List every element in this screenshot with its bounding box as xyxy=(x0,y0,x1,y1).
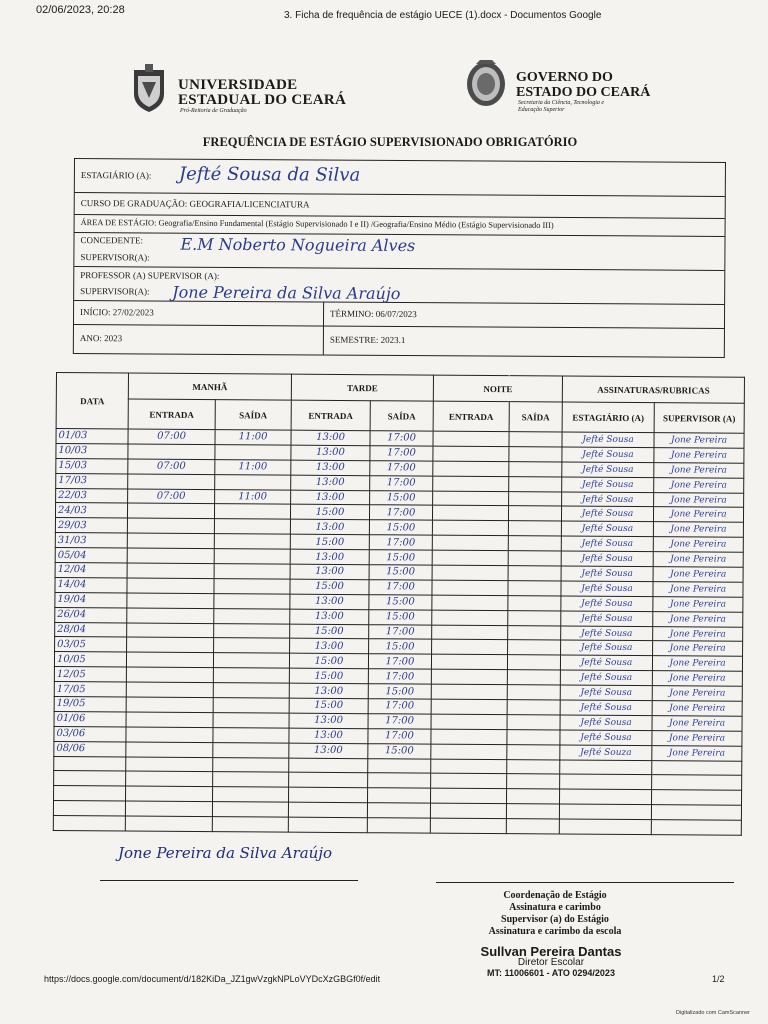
cell-sa: Jone Pereira xyxy=(654,477,744,493)
cell-ea: Jefté Sousa xyxy=(561,566,653,582)
cell-te: 15:00 xyxy=(289,698,368,713)
cell-ne xyxy=(431,699,507,714)
cell-ns xyxy=(506,819,559,834)
cell-te: 15:00 xyxy=(290,534,369,549)
cell-data: 14/04 xyxy=(55,577,127,592)
cell-ms xyxy=(213,713,289,728)
cell-ns xyxy=(508,566,561,581)
page-number: 1/2 xyxy=(712,974,725,984)
cell-ts: 17:00 xyxy=(369,580,432,595)
signature-line-left xyxy=(100,880,358,881)
semester-text: SEMESTRE: 2023.1 xyxy=(329,334,406,346)
cell-ns xyxy=(507,685,560,700)
cell-ts xyxy=(367,818,430,833)
grantor-row xyxy=(74,233,724,271)
cell-ea: Jefté Sousa xyxy=(562,447,654,463)
cell-ms xyxy=(214,549,290,564)
cell-ns xyxy=(507,759,560,774)
government-subtitle: Secretaria da Ciência, Tecnologia e Educação Superior xyxy=(518,100,605,113)
cell-me xyxy=(127,503,214,518)
cell-me xyxy=(127,548,214,563)
cell-sa: Jone Pereira xyxy=(652,671,742,687)
cell-ns xyxy=(508,551,561,566)
supervisor-signature: Jone Pereira da Silva Araújo xyxy=(118,844,333,862)
cell-sa: Jone Pereira xyxy=(654,433,744,449)
cell-data: 12/05 xyxy=(54,667,126,682)
semester-cell xyxy=(324,327,724,357)
cell-data xyxy=(54,756,126,771)
cell-ms: 11:00 xyxy=(215,489,291,504)
cell-me xyxy=(127,637,214,652)
cell-ea: Jefté Sousa xyxy=(560,655,652,671)
cell-sa: Jone Pereira xyxy=(653,567,743,583)
print-datetime: 02/06/2023, 20:28 xyxy=(36,4,125,16)
cell-ea: Jefté Sousa xyxy=(561,581,653,597)
cell-ne xyxy=(432,506,508,521)
cell-ea xyxy=(560,789,652,805)
cell-ms xyxy=(213,742,289,757)
cell-te: 13:00 xyxy=(290,594,369,609)
cell-data: 17/05 xyxy=(54,682,126,697)
supervisor-label: SUPERVISOR(A): xyxy=(80,286,150,297)
cell-ts: 17:00 xyxy=(370,475,433,490)
intern-name: Jefté Sousa da Silva xyxy=(178,163,361,186)
cell-me xyxy=(127,518,214,533)
cell-ne xyxy=(431,774,507,789)
cell-me xyxy=(125,801,212,816)
cell-ms xyxy=(214,534,290,549)
cell-te xyxy=(289,758,368,773)
cell-ns xyxy=(507,715,560,730)
cell-ne xyxy=(430,803,506,818)
cell-te: 13:00 xyxy=(290,519,369,534)
cell-te: 13:00 xyxy=(290,549,369,564)
cell-te: 13:00 xyxy=(290,639,369,654)
cell-ms xyxy=(214,579,290,594)
cell-ms xyxy=(214,564,290,579)
cell-ts: 17:00 xyxy=(370,446,433,461)
cell-ea: Jefté Sousa xyxy=(562,432,654,448)
cell-me xyxy=(128,444,215,459)
cell-data: 01/03 xyxy=(56,429,128,444)
cell-me xyxy=(126,697,213,712)
cell-ea: Jefté Sousa xyxy=(562,492,654,508)
cell-ne xyxy=(430,789,506,804)
cell-sa: Jone Pereira xyxy=(653,626,743,642)
cell-data: 28/04 xyxy=(55,622,127,637)
professor-row xyxy=(74,267,724,305)
cell-me xyxy=(126,682,213,697)
cell-ea: Jefté Sousa xyxy=(561,536,653,552)
cell-te: 13:00 xyxy=(291,475,370,490)
university-name: UNIVERSIDADE ESTADUAL DO CEARÁ xyxy=(178,77,347,108)
cell-ms xyxy=(213,653,289,668)
cell-me xyxy=(128,474,215,489)
cell-ts: 15:00 xyxy=(369,520,432,535)
cell-ts xyxy=(368,758,431,773)
page-title: FREQUÊNCIA DE ESTÁGIO SUPERVISIONADO OBRIGATÓRIO xyxy=(202,135,578,149)
year-cell xyxy=(74,325,324,355)
cell-ne xyxy=(432,580,508,595)
cell-ns xyxy=(507,670,560,685)
cell-ne xyxy=(430,818,506,833)
cell-ea xyxy=(560,760,652,776)
intern-row xyxy=(75,159,725,197)
cell-ms xyxy=(212,802,288,817)
cell-me xyxy=(126,786,213,801)
cell-ea: Jefté Sousa xyxy=(560,685,652,701)
cell-ts: 17:00 xyxy=(368,728,431,743)
cell-ne xyxy=(431,744,507,759)
cell-ns xyxy=(508,625,561,640)
cell-data: 01/06 xyxy=(54,711,126,726)
cell-ne xyxy=(433,476,509,491)
cell-me xyxy=(127,578,214,593)
cell-data: 19/05 xyxy=(54,697,126,712)
cell-ts: 17:00 xyxy=(368,714,431,729)
cell-ns xyxy=(508,595,561,610)
cell-sa: Jone Pereira xyxy=(653,537,743,553)
cell-data: 17/03 xyxy=(56,473,128,488)
cell-ne xyxy=(433,446,509,461)
cell-data: 03/05 xyxy=(55,637,127,652)
cell-te: 13:00 xyxy=(291,430,370,445)
cell-ts: 15:00 xyxy=(370,490,433,505)
cell-ns xyxy=(508,536,561,551)
cell-ns xyxy=(506,789,559,804)
grantor-label: CONCEDENTE: xyxy=(80,235,144,246)
cell-data: 15/03 xyxy=(56,458,128,473)
cell-sa: Jone Pereira xyxy=(653,522,743,538)
cell-ts: 15:00 xyxy=(369,594,432,609)
cell-data: 08/06 xyxy=(54,741,126,756)
cell-me: 07:00 xyxy=(128,429,215,444)
cell-ea: Jefté Sousa xyxy=(561,640,653,656)
cell-ne xyxy=(432,520,508,535)
cell-ea: Jefté Sousa xyxy=(560,730,652,746)
cell-data: 24/03 xyxy=(55,503,127,518)
cell-me xyxy=(126,727,213,742)
morning-in-header: ENTRADA xyxy=(128,399,215,430)
cell-te: 15:00 xyxy=(290,624,369,639)
morning-out-header: SAÍDA xyxy=(215,400,291,431)
scanner-watermark: Digitalizado com CamScanner xyxy=(676,1010,750,1016)
start-cell xyxy=(74,301,324,326)
cell-data xyxy=(54,786,126,801)
cell-ea: Jefté Sousa xyxy=(561,626,653,642)
cell-me xyxy=(125,816,212,831)
cell-me xyxy=(127,593,214,608)
cell-ms xyxy=(213,683,289,698)
cell-ms xyxy=(215,445,291,460)
attendance-rows xyxy=(53,429,744,836)
cell-ms xyxy=(213,668,289,683)
cell-ns xyxy=(509,476,562,491)
cell-ne xyxy=(432,640,508,655)
intern-label: ESTAGIÁRIO (A): xyxy=(80,170,152,181)
cell-sa: Jone Pereira xyxy=(654,492,744,508)
cell-te xyxy=(288,817,367,832)
afternoon-out-header: SAÍDA xyxy=(370,401,433,431)
cell-ts: 15:00 xyxy=(369,565,432,580)
cell-sa xyxy=(652,775,742,791)
night-out-header: SAÍDA xyxy=(509,402,562,432)
cell-sa: Jone Pereira xyxy=(654,448,744,464)
cell-me xyxy=(126,757,213,772)
cell-ne xyxy=(431,714,507,729)
cell-sa: Jone Pereira xyxy=(654,462,744,478)
cell-ts: 15:00 xyxy=(369,609,432,624)
cell-ts: 17:00 xyxy=(369,505,432,520)
cell-sa xyxy=(652,790,742,806)
table-subheader-row xyxy=(56,399,744,434)
cell-ts: 15:00 xyxy=(368,743,431,758)
cell-ns xyxy=(508,521,561,536)
print-url: https://docs.google.com/document/d/182KiDa_JZ1gwVzgkNPLoVYDcXzGBGf0f/edit xyxy=(44,974,381,984)
cell-ns xyxy=(506,804,559,819)
cell-ne xyxy=(432,535,508,550)
professor-label: PROFESSOR (A) SUPERVISOR (A): xyxy=(80,270,220,281)
cell-me xyxy=(127,533,214,548)
cell-ns xyxy=(509,432,562,447)
attendance-table xyxy=(53,372,745,836)
cell-sa xyxy=(651,805,741,821)
ceara-coat-of-arms-icon xyxy=(464,58,508,108)
cell-te: 13:00 xyxy=(290,564,369,579)
cell-sa: Jone Pereira xyxy=(653,507,743,523)
cell-me xyxy=(127,563,214,578)
course-text: CURSO DE GRADUAÇÃO: GEOGRAFIA/LICENCIATURA xyxy=(80,198,310,210)
cell-data: 29/03 xyxy=(55,518,127,533)
cell-ns xyxy=(509,491,562,506)
cell-ms: 11:00 xyxy=(215,459,291,474)
cell-data: 12/04 xyxy=(55,563,127,578)
cell-te: 13:00 xyxy=(291,445,370,460)
signature-line-right xyxy=(436,882,734,883)
cell-data: 22/03 xyxy=(56,488,128,503)
cell-ea: Jefté Sousa xyxy=(561,596,653,612)
cell-ms xyxy=(215,474,291,489)
cell-data: 19/04 xyxy=(55,592,127,607)
cell-ts: 17:00 xyxy=(369,624,432,639)
cell-sa: Jone Pereira xyxy=(652,716,742,732)
cell-ea: Jefté Sousa xyxy=(561,551,653,567)
col-afternoon-header: TARDE xyxy=(291,374,433,401)
col-night-header: NOITE xyxy=(433,375,562,402)
cell-ms xyxy=(213,727,289,742)
cell-ns xyxy=(507,774,560,789)
cell-ea: Jefté Sousa xyxy=(560,700,652,716)
cell-ts xyxy=(367,803,430,818)
supervisor-value: Jone Pereira da Silva Araújo xyxy=(172,282,401,303)
cell-ts: 15:00 xyxy=(368,684,431,699)
cell-ms xyxy=(213,698,289,713)
cell-ea: Jefté Sousa xyxy=(562,462,654,478)
cell-ns xyxy=(508,581,561,596)
cell-ne xyxy=(431,684,507,699)
cell-ne xyxy=(431,654,507,669)
cell-te: 13:00 xyxy=(290,609,369,624)
grantor-supervisor-label: SUPERVISOR(A): xyxy=(80,252,150,263)
cell-me xyxy=(127,623,214,638)
cell-te: 13:00 xyxy=(289,728,368,743)
cell-ts: 17:00 xyxy=(370,460,433,475)
cell-sa: Jone Pereira xyxy=(653,611,743,627)
year-row xyxy=(74,325,724,357)
coordination-block: Coordenação de Estágio Assinatura e carimbo Supervisor (a) do Estágio Assinatura e carimbo da escola xyxy=(488,890,622,937)
intern-sign-header: ESTAGIÁRIO (A) xyxy=(562,402,654,433)
cell-ea: Jefté Sousa xyxy=(561,611,653,627)
university-subtitle: Pró-Reitoria de Graduação xyxy=(180,108,247,114)
cell-data xyxy=(54,771,126,786)
grantor-value: E.M Noberto Nogueira Alves xyxy=(180,234,416,256)
cell-sa: Jone Pereira xyxy=(653,582,743,598)
cell-ts: 17:00 xyxy=(369,535,432,550)
end-cell xyxy=(324,303,724,328)
cell-te: 15:00 xyxy=(289,653,368,668)
cell-sa: Jone Pereira xyxy=(652,701,742,717)
cell-sa xyxy=(651,820,741,836)
cell-te xyxy=(289,773,368,788)
cell-ns xyxy=(507,700,560,715)
supervisor-sign-header: SUPERVISOR (A) xyxy=(654,403,744,434)
cell-ne xyxy=(431,729,507,744)
cell-ne xyxy=(433,431,509,446)
cell-ne xyxy=(431,669,507,684)
cell-ea: Jefté Sousa xyxy=(562,477,654,493)
col-signatures-header: ASSINATURAS/RUBRICAS xyxy=(562,376,744,403)
print-doc-title: 3. Ficha de frequência de estágio UECE (1).docx - Documentos Google xyxy=(284,10,602,21)
cell-ne xyxy=(432,595,508,610)
cell-ts: 17:00 xyxy=(368,669,431,684)
cell-data: 03/06 xyxy=(54,726,126,741)
cell-ms xyxy=(214,519,290,534)
cell-me: 07:00 xyxy=(128,489,215,504)
cell-ts xyxy=(368,773,431,788)
cell-sa: Jone Pereira xyxy=(652,730,742,746)
area-text: ÁREA DE ESTÁGIO: Geografia/Ensino Fundamental (Estágio Supervisionado I e II) /Geografia/Ensino Médio (Estágio Supervisionado III) xyxy=(80,218,554,230)
cell-ns xyxy=(507,655,560,670)
cell-ms xyxy=(213,772,289,787)
cell-data: 10/05 xyxy=(54,652,126,667)
cell-ne xyxy=(432,610,508,625)
cell-te xyxy=(288,802,367,817)
cell-sa: Jone Pereira xyxy=(652,656,742,672)
cell-ns xyxy=(507,744,560,759)
cell-ms xyxy=(214,608,290,623)
cell-ts: 17:00 xyxy=(368,699,431,714)
cell-ms xyxy=(213,757,289,772)
cell-te: 15:00 xyxy=(290,505,369,520)
cell-me xyxy=(126,742,213,757)
start-date: INÍCIO: 27/02/2023 xyxy=(80,307,154,318)
cell-ns xyxy=(507,729,560,744)
cell-ns xyxy=(509,447,562,462)
cell-ne xyxy=(433,461,509,476)
cell-te: 13:00 xyxy=(291,490,370,505)
cell-ea: Jefté Sousa xyxy=(561,506,653,522)
cell-ms xyxy=(214,638,290,653)
cell-me xyxy=(126,771,213,786)
cell-ea: Jefté Sousa xyxy=(560,670,652,686)
government-name: GOVERNO DO ESTADO DO CEARÁ xyxy=(516,70,651,100)
school-stamp: Sullvan Pereira Dantas Diretor Escolar MT: 11006601 - ATO 0294/2023 xyxy=(480,944,622,978)
cell-ne xyxy=(432,625,508,640)
cell-ea: Jefté Sousa xyxy=(560,715,652,731)
cell-data: 10/03 xyxy=(56,443,128,458)
cell-ea: Jefté Souza xyxy=(560,745,652,761)
col-morning-header: MANHÃ xyxy=(128,373,291,400)
cell-ts: 17:00 xyxy=(368,654,431,669)
cell-data xyxy=(53,801,125,816)
cell-ms xyxy=(214,623,290,638)
cell-ns xyxy=(508,640,561,655)
cell-ts: 17:00 xyxy=(370,431,433,446)
cell-ts xyxy=(367,788,430,803)
cell-ea: Jefté Sousa xyxy=(561,521,653,537)
cell-sa xyxy=(652,760,742,776)
cell-sa: Jone Pereira xyxy=(652,686,742,702)
cell-sa: Jone Pereira xyxy=(652,745,742,761)
cell-ms xyxy=(212,817,288,832)
cell-ea xyxy=(559,819,651,835)
cell-ms xyxy=(213,787,289,802)
cell-ne xyxy=(431,759,507,774)
cell-ns xyxy=(508,506,561,521)
cell-te: 13:00 xyxy=(291,460,370,475)
cell-ts: 15:00 xyxy=(369,550,432,565)
cell-me xyxy=(126,667,213,682)
cell-sa: Jone Pereira xyxy=(653,552,743,568)
year-text: ANO: 2023 xyxy=(79,333,123,344)
cell-te xyxy=(289,788,368,803)
cell-te: 13:00 xyxy=(289,743,368,758)
cell-data: 31/03 xyxy=(55,533,127,548)
cell-ne xyxy=(432,565,508,580)
cell-ea xyxy=(559,804,651,820)
cell-te: 15:00 xyxy=(289,668,368,683)
cell-data: 05/04 xyxy=(55,548,127,563)
uece-logo-icon xyxy=(128,64,170,114)
cell-ms xyxy=(214,504,290,519)
cell-ns xyxy=(509,461,562,476)
night-in-header: ENTRADA xyxy=(433,401,509,432)
cell-te: 13:00 xyxy=(289,683,368,698)
cell-te: 13:00 xyxy=(289,713,368,728)
cell-te: 15:00 xyxy=(290,579,369,594)
cell-ms: 11:00 xyxy=(215,430,291,445)
cell-sa: Jone Pereira xyxy=(653,596,743,612)
cell-me xyxy=(126,652,213,667)
cell-ms xyxy=(214,593,290,608)
cell-sa: Jone Pereira xyxy=(653,641,743,657)
cell-me xyxy=(127,608,214,623)
cell-data xyxy=(53,816,125,831)
col-date-header: DATA xyxy=(56,373,128,430)
cell-ne xyxy=(432,550,508,565)
cell-ne xyxy=(433,491,509,506)
cell-me: 07:00 xyxy=(128,459,215,474)
internship-info-box xyxy=(73,158,726,358)
cell-ea xyxy=(560,775,652,791)
cell-ns xyxy=(508,610,561,625)
afternoon-in-header: ENTRADA xyxy=(291,400,370,431)
cell-data: 26/04 xyxy=(55,607,127,622)
cell-me xyxy=(126,712,213,727)
end-date: TÉRMINO: 06/07/2023 xyxy=(330,308,417,320)
cell-ts: 15:00 xyxy=(369,639,432,654)
